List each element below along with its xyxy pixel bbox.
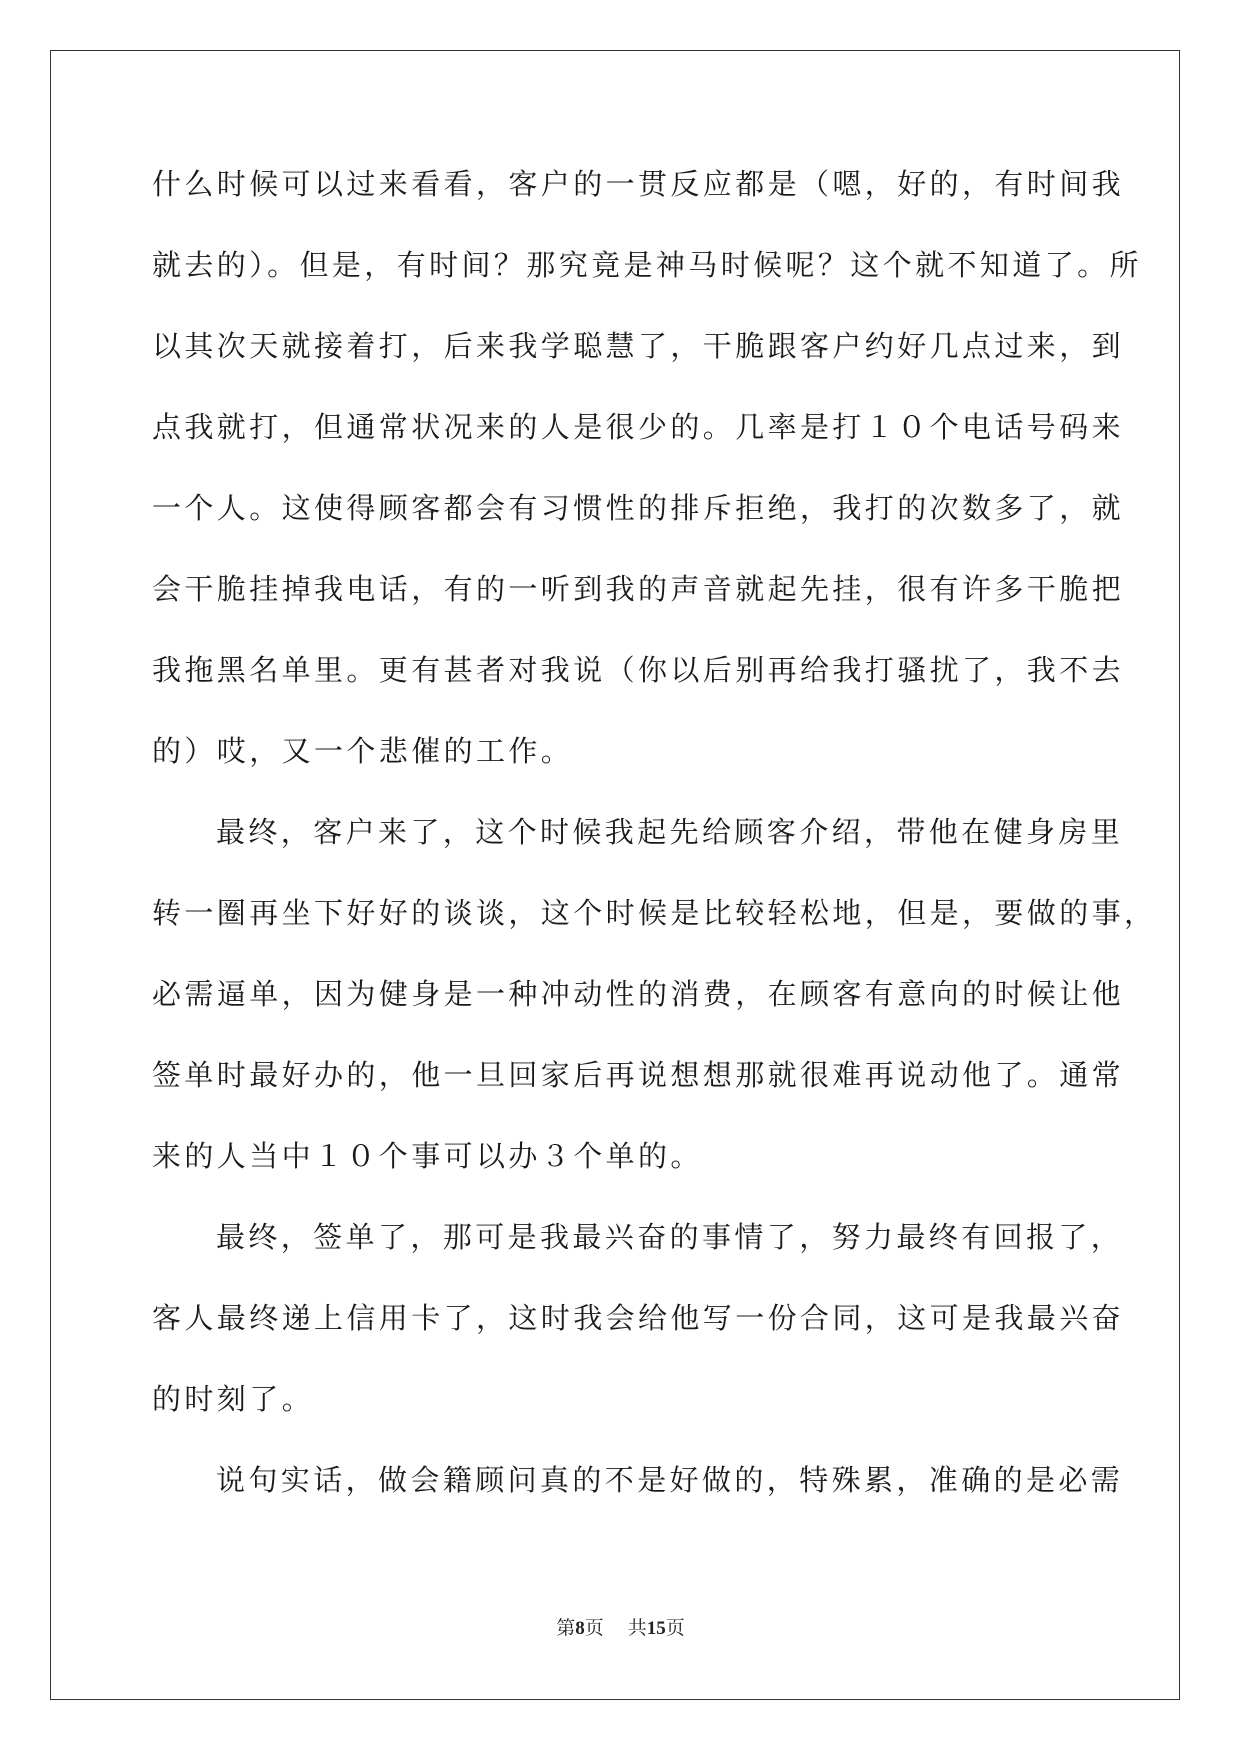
total-suffix: 页 <box>665 1617 685 1639</box>
text-line: 一个人。这使得顾客都会有习惯性的排斥拒绝，我打的次数多了，就 <box>152 491 1125 525</box>
page-prefix: 第 <box>556 1617 576 1639</box>
text-line: 客人最终递上信用卡了，这时我会给他写一份合同，这可是我最兴奋 <box>152 1301 1125 1335</box>
paragraph-2 <box>152 812 1157 1217</box>
paragraph-3 <box>152 1217 1125 1460</box>
text-line: 最终，签单了，那可是我最兴奋的事情了，努力最终有回报了， <box>216 1220 1124 1254</box>
text-line: 转一圈再坐下好好的谈谈，这个时候是比较轻松地，但是，要做的事， <box>152 896 1157 930</box>
document-body <box>152 164 1157 1541</box>
text-line: 会干脆挂掉我电话，有的一听到我的声音就起先挂，很有许多干脆把 <box>152 572 1125 606</box>
text-line: 点我就打，但通常状况来的人是很少的。几率是打１０个电话号码来 <box>152 410 1125 444</box>
text-line: 的）哎，又一个悲催的工作。 <box>152 734 574 768</box>
page-suffix: 页 <box>584 1617 604 1639</box>
text-line: 我拖黑名单里。更有甚者对我说（你以后别再给我打骚扰了，我不去 <box>152 653 1125 687</box>
text-line: 来的人当中１０个事可以办３个单的。 <box>152 1139 703 1173</box>
text-line: 最终，客户来了，这个时候我起先给顾客介绍，带他在健身房里 <box>216 815 1124 849</box>
paragraph-1 <box>152 164 1142 812</box>
text-line: 说句实话，做会籍顾问真的不是好做的，特殊累，准确的是必需 <box>216 1463 1124 1497</box>
total-pages: 15 <box>646 1618 666 1639</box>
text-line: 必需逼单，因为健身是一种冲动性的消费，在顾客有意向的时候让他 <box>152 977 1125 1011</box>
text-line: 就去的）。但是，有时间？那究竟是神马时候呢？这个就不知道了。所 <box>152 248 1142 282</box>
text-line: 的时刻了。 <box>152 1382 315 1416</box>
text-line: 以其次天就接着打，后来我学聪慧了，干脆跟客户约好几点过来，到 <box>152 329 1125 363</box>
text-line: 签单时最好办的，他一旦回家后再说想想那就很难再说动他了。通常 <box>152 1058 1125 1092</box>
total-prefix: 共 <box>627 1617 647 1639</box>
page-number: 8 <box>575 1618 585 1639</box>
page-footer <box>0 1613 1241 1640</box>
text-line: 什么时候可以过来看看，客户的一贯反应都是（嗯，好的，有时间我 <box>152 167 1125 201</box>
paragraph-4 <box>152 1460 1124 1541</box>
